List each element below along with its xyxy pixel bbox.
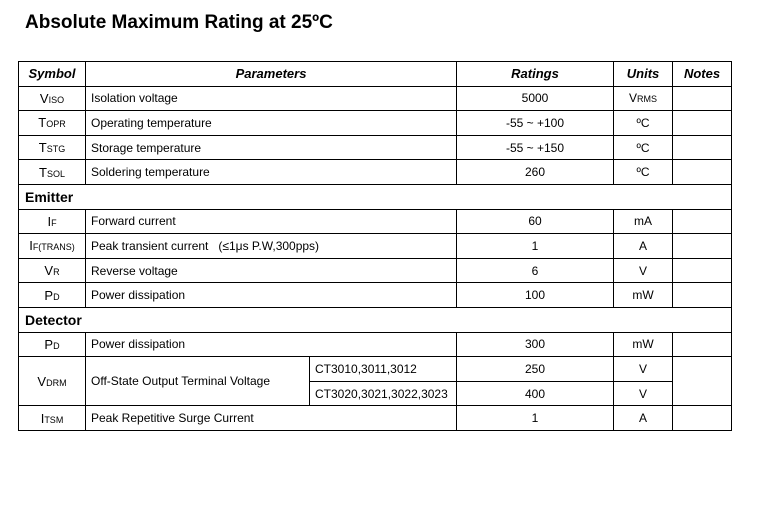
unit-cell: mA	[614, 209, 673, 234]
table-row	[19, 258, 732, 283]
absolute-max-rating-table	[18, 61, 732, 431]
header-ratings: Ratings	[457, 62, 614, 87]
unit-cell: A	[614, 406, 673, 431]
header-parameters: Parameters	[86, 62, 457, 87]
parameter-cell: Peak transient current (≤1μs P.W,300pps)	[86, 234, 457, 259]
section-row-detector	[19, 307, 732, 332]
symbol-cell	[19, 283, 86, 308]
section-label-emitter: Emitter	[19, 184, 732, 209]
symbol-cell	[19, 258, 86, 283]
part-variant-cell: CT3010,3011,3012	[310, 357, 457, 382]
symbol-main: I	[29, 238, 33, 254]
rating-cell: 1	[457, 234, 614, 259]
parameter-cell: Power dissipation	[86, 283, 457, 308]
table-row	[19, 209, 732, 234]
table-row	[19, 357, 732, 382]
notes-cell	[673, 283, 732, 308]
symbol-subscript: F	[51, 217, 57, 228]
unit-cell: V	[614, 258, 673, 283]
symbol-cell	[19, 160, 86, 185]
symbol-main: V	[44, 263, 54, 279]
rating-cell: 250	[457, 357, 614, 382]
rating-cell: 260	[457, 160, 614, 185]
symbol-cell	[19, 234, 86, 259]
section-label-detector: Detector	[19, 307, 732, 332]
unit-cell: V	[614, 381, 673, 406]
parameter-cell: Soldering temperature	[86, 160, 457, 185]
symbol-cell	[19, 111, 86, 136]
unit-main: V	[629, 91, 638, 106]
notes-cell	[673, 357, 732, 406]
notes-cell	[673, 209, 732, 234]
table-row	[19, 86, 732, 111]
notes-cell	[673, 111, 732, 136]
rating-cell: 100	[457, 283, 614, 308]
unit-cell: mW	[614, 332, 673, 357]
rating-cell: 5000	[457, 86, 614, 111]
table-row	[19, 283, 732, 308]
parameter-cell: Power dissipation	[86, 332, 457, 357]
symbol-subscript: DRM	[46, 377, 67, 388]
symbol-cell	[19, 209, 86, 234]
symbol-main: I	[47, 213, 52, 229]
notes-cell	[673, 234, 732, 259]
section-row-emitter	[19, 184, 732, 209]
notes-cell	[673, 258, 732, 283]
table-row	[19, 160, 732, 185]
table-row	[19, 111, 732, 136]
symbol-subscript: D	[53, 340, 60, 351]
symbol-subscript: R	[53, 267, 60, 278]
symbol-subscript: ISO	[48, 94, 65, 105]
symbol-subscript: TSM	[44, 414, 64, 425]
symbol-main: V	[39, 90, 49, 106]
unit-cell	[614, 86, 673, 111]
table-row	[19, 406, 732, 431]
symbol-main: P	[44, 336, 54, 352]
rating-cell: -55 ~ +100	[457, 111, 614, 136]
unit-cell: ºC	[614, 135, 673, 160]
notes-cell	[673, 160, 732, 185]
unit-cell: ºC	[614, 111, 673, 136]
notes-cell	[673, 86, 732, 111]
symbol-main: V	[37, 373, 47, 389]
unit-subscript: RMS	[637, 94, 658, 105]
table-header-row	[19, 62, 732, 87]
table-row	[19, 135, 732, 160]
rating-cell: -55 ~ +150	[457, 135, 614, 160]
symbol-cell	[19, 135, 86, 160]
symbol-cell	[19, 86, 86, 111]
symbol-main: T	[39, 164, 47, 180]
symbol-main: I	[40, 410, 45, 426]
parameter-cell: Forward current	[86, 209, 457, 234]
rating-cell: 60	[457, 209, 614, 234]
header-notes: Notes	[673, 62, 732, 87]
rating-cell: 6	[457, 258, 614, 283]
rating-cell: 400	[457, 381, 614, 406]
symbol-subscript: F(TRANS)	[32, 242, 75, 253]
symbol-main: T	[38, 115, 47, 131]
parameter-cell: Storage temperature	[86, 135, 457, 160]
symbol-cell	[19, 357, 86, 406]
notes-cell	[673, 135, 732, 160]
unit-cell: V	[614, 357, 673, 382]
symbol-subscript: SOL	[46, 168, 65, 179]
symbol-cell	[19, 332, 86, 357]
rating-cell: 1	[457, 406, 614, 431]
part-variant-cell: CT3020,3021,3022,3023	[310, 381, 457, 406]
symbol-main: P	[44, 287, 54, 303]
symbol-subscript: OPR	[46, 119, 66, 130]
unit-cell: ºC	[614, 160, 673, 185]
symbol-cell	[19, 406, 86, 431]
parameter-cell: Isolation voltage	[86, 86, 457, 111]
table-row	[19, 234, 732, 259]
symbol-subscript: STG	[46, 144, 66, 155]
unit-cell: A	[614, 234, 673, 259]
parameter-cell: Peak Repetitive Surge Current	[86, 406, 457, 431]
symbol-subscript: D	[53, 291, 60, 302]
table-row	[19, 332, 732, 357]
header-symbol: Symbol	[19, 62, 86, 87]
header-units: Units	[614, 62, 673, 87]
rating-cell: 300	[457, 332, 614, 357]
symbol-main: T	[38, 140, 47, 156]
parameter-cell: Operating temperature	[86, 111, 457, 136]
page-title: Absolute Maximum Rating at 25ºC	[25, 12, 333, 33]
unit-cell: mW	[614, 283, 673, 308]
notes-cell	[673, 332, 732, 357]
parameter-cell: Off-State Output Terminal Voltage	[86, 357, 310, 406]
parameter-cell: Reverse voltage	[86, 258, 457, 283]
notes-cell	[673, 406, 732, 431]
